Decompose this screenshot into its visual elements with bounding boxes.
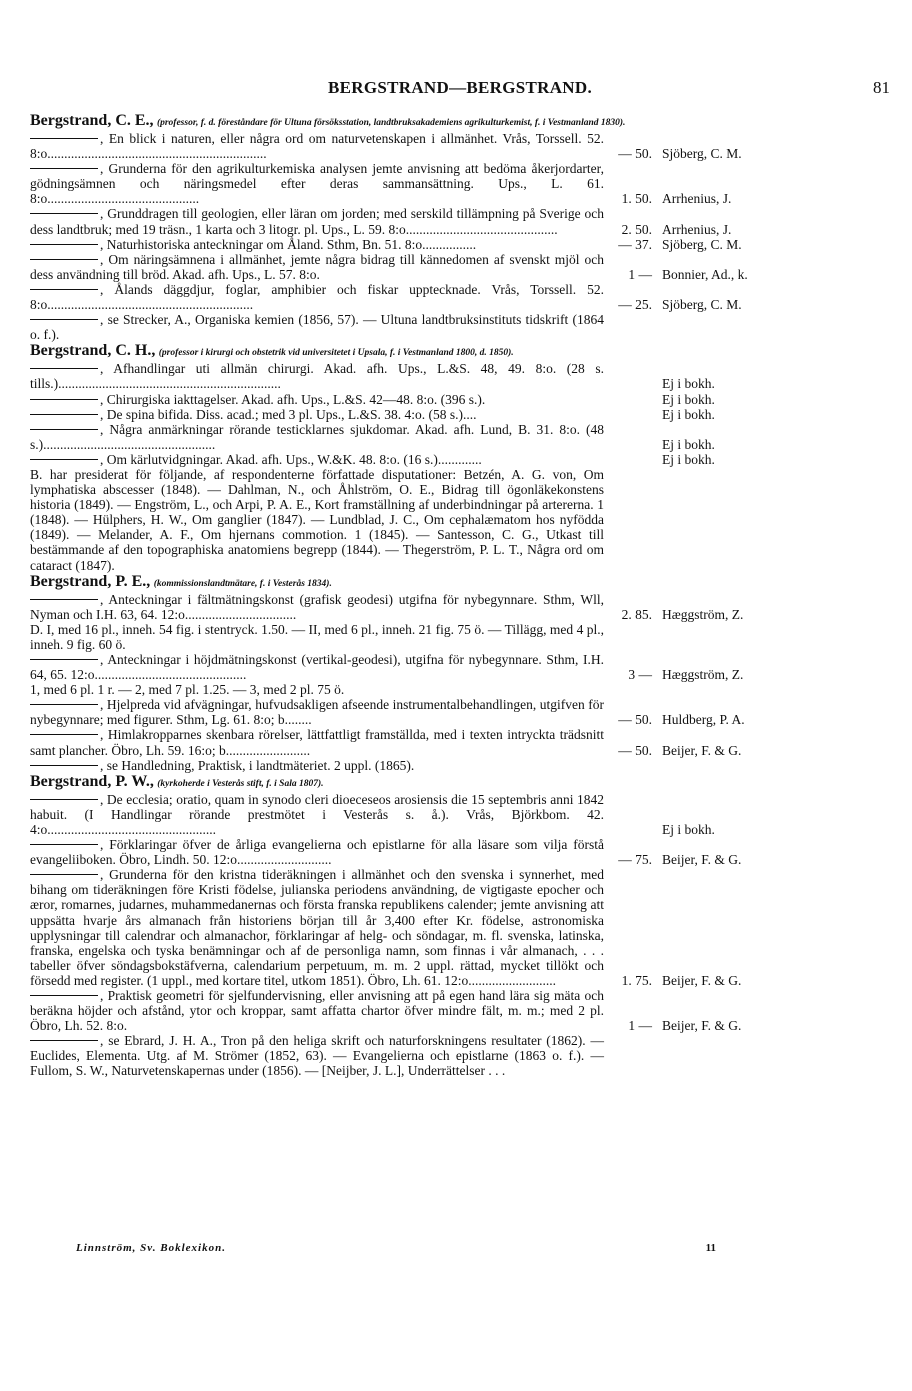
ditto-rule xyxy=(30,289,98,290)
entry-title: Om kärlutvidgningar. Akad. afh. Ups., W.&K. 48. 8:o. (16 s.)............. xyxy=(106,451,482,467)
entry-price: — 50. xyxy=(618,712,652,728)
entry-title: Hjelpreda vid afvägningar, hufvudsakligen afseende instrumentalbehandlingen, utgifven för nybegynnare; med figurer. Sthm, Lg. 61. 8:o; b........ xyxy=(30,697,605,728)
entry-text: , Om kärlutvidgningar. Akad. afh. Ups., W.&K. 48. 8:o. (16 s.)............. xyxy=(30,452,604,467)
catalog-entry xyxy=(30,422,890,452)
author-heading xyxy=(30,774,890,792)
ditto-rule xyxy=(30,368,98,369)
author-name: Bergstrand, P. E., xyxy=(30,572,151,590)
ditto-rule xyxy=(30,765,98,766)
ditto-rule xyxy=(30,414,98,415)
author-name: Bergstrand, C. E., xyxy=(30,112,154,129)
entry-title: Afhandlingar uti allmän chirurgi. Akad. afh. Ups., L.&S. 48, 49. 8:o. (28 s. tills.).................................................................. xyxy=(30,361,604,392)
catalog-entry xyxy=(30,312,890,342)
catalog-entry xyxy=(30,622,890,652)
ditto-rule xyxy=(30,244,98,245)
entry-price: — 37. xyxy=(618,236,652,252)
entry-price: 1. 75. xyxy=(621,972,652,988)
catalog-entry xyxy=(30,452,890,467)
entry-text: , De ecclesia; oratio, quam in synodo cleri dioeceseos arosiensis die 15 septembris anni 1842 habuit. (I Handlingar rörande prestmötet i Vesterås s. å.). Vrås, Björkbom. 42. 4:o.................................................. xyxy=(30,791,604,837)
catalog-entry xyxy=(30,1033,890,1078)
entry-price: — 50. xyxy=(618,146,652,162)
entry-title: Några anmärkningar rörande testicklarnes sjukdomar. Akad. afh. Lund, B. 31. 8:o. (48 s.)................................................... xyxy=(30,421,605,452)
catalog-entry xyxy=(30,758,890,773)
author-info: (kyrkoherde i Vesterås stift, f. i Sala 1807). xyxy=(157,778,324,789)
entry-title: Om näringsämnena i allmänhet, jemte några bidrag till kännedomen af svenskt mjöl och dess användning till bröd. Akad. afh. Ups., L. 57. 8:o. xyxy=(30,251,605,282)
entry-price: — 50. xyxy=(618,742,652,758)
entry-title: Ålands däggdjur, foglar, amphibier och fiskar upptecknade. Vrås, Torssell. 52. 8:o............................................................. xyxy=(30,281,605,313)
entry-text: , Förklaringar öfver de årliga evangelierna och epistlarne för alla läsare som vilja förstå evangeliiboken. Öbro, Lindh. 50. 12:o............................ xyxy=(30,837,604,868)
entry-title: se Strecker, A., Organiska kemien (1856, 57). — Ultuna landtbruksinstituts tidskrift (1864 o. f.). xyxy=(30,312,604,343)
entry-text: , Grunderna för den kristna tideräkningen i allmänhet och den svenska i synnerhet, med bihang om tideräkningen före Kristi födelse, julianska periodens användning, de vigtigaste epocher och æror, romarnes, judarnes, muhammedanernas och första franska republikens calender; jemte anvisning att uppsätta hvarje års almanach från historiens början till år 3,400 efter Kr. födelse, astronomiska upplysningar till calendrar och almanachor, förklaringar af helg- och söndagar, m. fl. svenska, latinska, franska, engelska och tyska benämningar och af de personliga namn, som finnas i vår almanach, . . . tabeller öfver söndagsbokstäfverna, calendarium perpetuum, m. m. 2 uppl. rättad, mycket tillökt och försedd med register. (1 uppl., med kortare titel, utkom 1851). Öbro, Lh. 61. 12:o.......................... xyxy=(30,867,604,988)
entry-price: 2. 50. xyxy=(621,221,652,237)
ditto-rule xyxy=(30,259,98,260)
entry-publisher: Ej i bokh. xyxy=(662,436,715,452)
author-info: (professor i kirurgi och obstetrik vid universitetet i Upsala, f. i Vestmanland 1800, d. 1850). xyxy=(158,348,514,359)
entry-text: , Praktisk geometri för sjelfundervisning, eller anvisning att på egen hand lära sig mäta och beräkna höjder och afstånd, ytor och kroppar, samt affatta chartor öfver mindre fält, m. m.; med 2 pl. Öbro, Lh. 52. 8:o. xyxy=(30,987,604,1034)
entry-title: Chirurgiska iakttagelser. Akad. afh. Ups., L.&S. 42—48. 8:o. (396 s.). xyxy=(106,391,486,407)
entry-publisher: Sjöberg, C. M. xyxy=(662,297,742,313)
ditto-rule xyxy=(30,734,98,735)
footer-signature: 11 xyxy=(705,1242,716,1254)
author-name: Bergstrand, P. W., xyxy=(30,772,154,790)
catalog-entry xyxy=(30,392,890,407)
entry-price: 1. 50. xyxy=(621,191,652,207)
catalog-entry xyxy=(30,467,890,573)
entry-publisher: Hæggström, Z. xyxy=(662,606,744,622)
entry-publisher: Hæggström, Z. xyxy=(662,667,744,683)
catalog-entry xyxy=(30,131,890,161)
entry-price: — 75. xyxy=(618,852,652,868)
ditto-rule xyxy=(30,874,98,875)
entry-publisher: Beijer, F. & G. xyxy=(662,852,742,868)
ditto-rule xyxy=(30,319,98,320)
entry-text: , Grunderna för den agrikulturkemiska analysen jemte anvisning att bedöma åkerjordarter, gödningsämnen och näringsmedel efter deras sammansättning. Ups., L. 61. 8:o............................................. xyxy=(30,161,605,207)
entry-title: se Handledning, Praktisk, i landtmäteriet. 2 uppl. (1865). xyxy=(106,757,415,773)
catalog-entry xyxy=(30,988,890,1033)
entry-text: , Himlakropparnes skenbara rörelser, lättfattligt framställda, med i texten intryckta trädsnitt samt plancher. Öbro, Lh. 59. 16:o; b......................... xyxy=(30,727,605,758)
ditto-rule xyxy=(30,704,98,705)
entry-publisher: Ej i bokh. xyxy=(662,821,715,837)
ditto-rule xyxy=(30,399,98,400)
entry-title: Anteckningar i höjdmätningskonst (vertikal-geodesi), utgifna för nybegynnare. Sthm, I.H. 64, 65. 12:o............................................. xyxy=(30,652,604,683)
entry-title: Praktisk geometri för sjelfundervisning, eller anvisning att på egen hand lära sig mäta och beräkna höjder och afstånd, ytor och kroppar, samt affatta chartor öfver mindre fält, m. m.; med 2 pl. Öbro, Lh. 52. 8:o. xyxy=(30,987,604,1034)
author-heading xyxy=(30,113,890,131)
entry-title: se Ebrard, J. H. A., Tron på den heliga skrift och naturforskningens resultater (1862). — Euclides, Elementa. Utg. af M. Strömer (1852, 63). — Evangelierna och epistlarne (1863 o. f.). — Fullom, S. W., Naturvetenskapernas under (1856). — [Neijber, J. L.], Underrättelser . . . xyxy=(30,1033,604,1079)
entry-text xyxy=(30,682,604,697)
ditto-rule xyxy=(30,429,98,430)
ditto-rule xyxy=(30,844,98,845)
entry-publisher: Ej i bokh. xyxy=(662,391,715,407)
catalog-entry xyxy=(30,792,890,837)
entry-publisher: Beijer, F. & G. xyxy=(662,1018,742,1034)
catalog-entry xyxy=(30,592,890,622)
catalog-entry xyxy=(30,727,890,757)
catalog-entry xyxy=(30,161,890,206)
author-name: Bergstrand, C. H., xyxy=(30,342,156,360)
entry-publisher: Arrhenius, J. xyxy=(662,221,732,237)
entry-text xyxy=(30,467,604,573)
entry-text: , Ålands däggdjur, foglar, amphibier och fiskar upptecknade. Vrås, Torssell. 52. 8:o............................................................. xyxy=(30,281,605,313)
author-info: (kommissionslandtmätare, f. i Vesterås 1834). xyxy=(153,578,332,589)
catalog-entry xyxy=(30,252,890,282)
entry-publisher: Arrhenius, J. xyxy=(662,191,732,207)
entry-text: , Afhandlingar uti allmän chirurgi. Akad. afh. Ups., L.&S. 48, 49. 8:o. (28 s. tills.).................................................................. xyxy=(30,361,604,392)
catalog-entry xyxy=(30,652,890,682)
author-info: (professor, f. d. föreståndare för Ultuna försöksstation, landtbruksakademiens agrikulturkemist, f. i Vestmanland 1830). xyxy=(156,118,626,128)
entry-price: 2. 85. xyxy=(621,606,652,622)
entry-text: , Grunddragen till geologien, eller läran om jorden; med serskild tillämpning på Sverige och dess landtbruk; med 19 träsn., 1 karta och 3 litogr. pl. Ups., L. 59. 8:o............................................. xyxy=(30,206,604,237)
entry-price: 1 — xyxy=(628,266,652,282)
catalog-content xyxy=(30,112,890,1079)
entry-title: De spina bifida. Diss. acad.; med 3 pl. Ups., L.&S. 38. 4:o. (58 s.).... xyxy=(106,406,477,422)
ditto-rule xyxy=(30,995,98,996)
entry-publisher: Ej i bokh. xyxy=(662,451,715,467)
entry-publisher: Beijer, F. & G. xyxy=(662,972,742,988)
catalog-entry xyxy=(30,697,890,727)
entry-price: 3 — xyxy=(628,667,652,683)
ditto-rule xyxy=(30,799,98,800)
entry-publisher: Huldberg, P. A. xyxy=(662,712,745,728)
catalog-entry xyxy=(30,206,890,236)
catalog-entry xyxy=(30,407,890,422)
entry-price: 1 — xyxy=(628,1018,652,1034)
entry-text: , Chirurgiska iakttagelser. Akad. afh. Ups., L.&S. 42—48. 8:o. (396 s.). xyxy=(30,392,604,407)
page-header xyxy=(30,78,890,102)
entry-publisher: Beijer, F. & G. xyxy=(662,742,742,758)
entry-title: De ecclesia; oratio, quam in synodo cleri dioeceseos arosiensis die 15 septembris anni 1842 habuit. (I Handlingar rörande prestmötet i Vesterås s. å.). Vrås, Björkbom. 42. 4:o.................................................. xyxy=(30,791,604,837)
entry-text: , En blick i naturen, eller några ord om naturvetenskapen i allmänhet. Vrås, Torssell. 52. 8:o................................................................. xyxy=(30,131,605,162)
entry-publisher: Ej i bokh. xyxy=(662,376,715,392)
entry-publisher: Ej i bokh. xyxy=(662,406,715,422)
entry-title: Himlakropparnes skenbara rörelser, lättfattligt framställda, med i texten intryckta trädsnitt samt plancher. Öbro, Lh. 59. 16:o; b......................... xyxy=(30,727,605,758)
ditto-rule xyxy=(30,459,98,460)
entry-publisher: Bonnier, Ad., k. xyxy=(662,266,748,282)
entry-text: , se Ebrard, J. H. A., Tron på den heliga skrift och naturforskningens resultater (1862). — Euclides, Elementa. Utg. af M. Strömer (1852, 63). — Evangelierna och epistlarne (1863 o. f.). — Fullom, S. W., Naturvetenskapernas under (1856). — [Neijber, J. L.], Underrättelser . . . xyxy=(30,1033,604,1079)
entry-text: , Några anmärkningar rörande testicklarnes sjukdomar. Akad. afh. Lund, B. 31. 8:o. (48 s.)................................................... xyxy=(30,421,605,452)
entry-title: 1, med 6 pl. 1 r. — 2, med 7 pl. 1.25. — 3, med 2 pl. 75 ö. xyxy=(30,682,345,698)
ditto-rule xyxy=(30,599,98,600)
author-heading xyxy=(30,343,890,361)
entry-title: Grunddragen till geologien, eller läran om jorden; med serskild tillämpning på Sverige och dess landtbruk; med 19 träsn., 1 karta och 3 litogr. pl. Ups., L. 59. 8:o............................................. xyxy=(30,206,604,237)
catalog-entry xyxy=(30,837,890,867)
entry-text: , Hjelpreda vid afvägningar, hufvudsakligen afseende instrumentalbehandlingen, utgifven för nybegynnare; med figurer. Sthm, Lg. 61. 8:o; b........ xyxy=(30,697,605,728)
page-footer xyxy=(76,1242,776,1260)
entry-text: , Anteckningar i höjdmätningskonst (vertikal-geodesi), utgifna för nybegynnare. Sthm, I.H. 64, 65. 12:o............................................. xyxy=(30,652,604,683)
entry-text: , Anteckningar i fältmätningskonst (grafisk geodesi) utgifna för nybegynnare. Sthm, Wll, Nyman och I.H. 63, 64. 12:o................................. xyxy=(30,591,604,622)
entry-text: , se Strecker, A., Organiska kemien (1856, 57). — Ultuna landtbruksinstituts tidskrift (1864 o. f.). xyxy=(30,312,604,343)
ditto-rule xyxy=(30,138,98,139)
entry-title: Grunderna för den agrikulturkemiska analysen jemte anvisning att bedöma åkerjordarter, gödningsämnen och näringsmedel efter deras sammansättning. Ups., L. 61. 8:o............................................. xyxy=(30,161,605,207)
page-number: 81 xyxy=(873,78,890,97)
entry-title: En blick i naturen, eller några ord om naturvetenskapen i allmänhet. Vrås, Torssell. 52. 8:o................................................................. xyxy=(30,131,605,162)
entry-publisher: Sjöberg, C. M. xyxy=(662,236,742,252)
entry-text: , se Handledning, Praktisk, i landtmäteriet. 2 uppl. (1865). xyxy=(30,758,604,773)
ditto-rule xyxy=(30,213,98,214)
entry-text: , Om näringsämnena i allmänhet, jemte några bidrag till kännedomen af svenskt mjöl och dess användning till bröd. Akad. afh. Ups., L. 57. 8:o. xyxy=(30,251,605,282)
entry-text: , Naturhistoriska anteckningar om Åland. Sthm, Bn. 51. 8:o................ xyxy=(30,237,604,252)
footer-source: Linnström, Sv. Boklexikon. xyxy=(76,1242,226,1254)
running-head: BERGSTRAND—BERGSTRAND. xyxy=(327,78,592,97)
catalog-entry xyxy=(30,361,890,391)
ditto-rule xyxy=(30,659,98,660)
catalog-entry xyxy=(30,682,890,697)
entry-text xyxy=(30,622,604,652)
entry-title: Anteckningar i fältmätningskonst (grafisk geodesi) utgifna för nybegynnare. Sthm, Wll, Nyman och I.H. 63, 64. 12:o................................. xyxy=(30,591,604,622)
entry-price: — 25. xyxy=(618,297,652,313)
entry-title: Naturhistoriska anteckningar om Åland. Sthm, Bn. 51. 8:o................ xyxy=(106,236,477,252)
entry-title: Förklaringar öfver de årliga evangelierna och epistlarne för alla läsare som vilja förstå evangeliiboken. Öbro, Lindh. 50. 12:o............................ xyxy=(30,837,604,868)
entry-publisher: Sjöberg, C. M. xyxy=(662,146,742,162)
ditto-rule xyxy=(30,168,98,169)
ditto-rule xyxy=(30,1040,98,1041)
catalog-entry xyxy=(30,237,890,252)
entry-text: , De spina bifida. Diss. acad.; med 3 pl. Ups., L.&S. 38. 4:o. (58 s.).... xyxy=(30,407,604,422)
author-heading xyxy=(30,574,890,592)
entry-title: Grunderna för den kristna tideräkningen i allmänhet och den svenska i synnerhet, med bihang om tideräkningen före Kristi födelse, julianska periodens användning, de vigtigaste epocher och æror, romarnes, judarnes, muhammedanernas och första franska republikens calender; jemte anvisning att uppsätta hvarje års almanach från historiens början till år 3,400 efter Kr. födelse, astronomiska upplysningar till calendrar och almanachor, förklaringar af helg- och söndagar, m. fl. svenska, latinska, franska, engelska och tyska benämningar och af de personliga namn, som finnas i vår almanach, . . . tabeller öfver söndagsbokstäfverna, calendarium perpetuum, m. m. 2 uppl. rättad, mycket tillökt och försedd med register. (1 uppl., med kortare titel, utkom 1851). Öbro, Lh. 61. 12:o.......................... xyxy=(30,867,604,988)
catalog-entry xyxy=(30,282,890,312)
catalog-entry xyxy=(30,867,890,988)
entry-title: D. I, med 16 pl., inneh. 54 fig. i stentryck. 1.50. — II, med 6 pl., inneh. 21 fig. 75 ö. — Tillägg, med 4 pl., inneh. 9 fig. 60 ö. xyxy=(30,621,604,652)
entry-title: B. har presiderat för följande, af respondenterne författade disputationer: Betzén, A. G. von, Om lymphatiska abscesser (1848). — Dahlman, N., och Åhlström, O. E., Bidrag till ögonläkekonstens historia (1849). — Engström, L., och Arpi, P. A. E., Kort framställning af underbindningar på artererna. 1 (1848). — Hülphers, H. W., Om ganglier (1847). — Lundblad, J. C., Om cephalæmatom hos nyfödda (1849). — Melander, A. F., Om hjernans commotion. 1 (1845). — Santesson, C. G., Utkast till bestämmande af den topographiska anatomiens begrepp (1844). — Thegerström, P. L. T., Några ord om cataract (1847). xyxy=(30,466,604,573)
